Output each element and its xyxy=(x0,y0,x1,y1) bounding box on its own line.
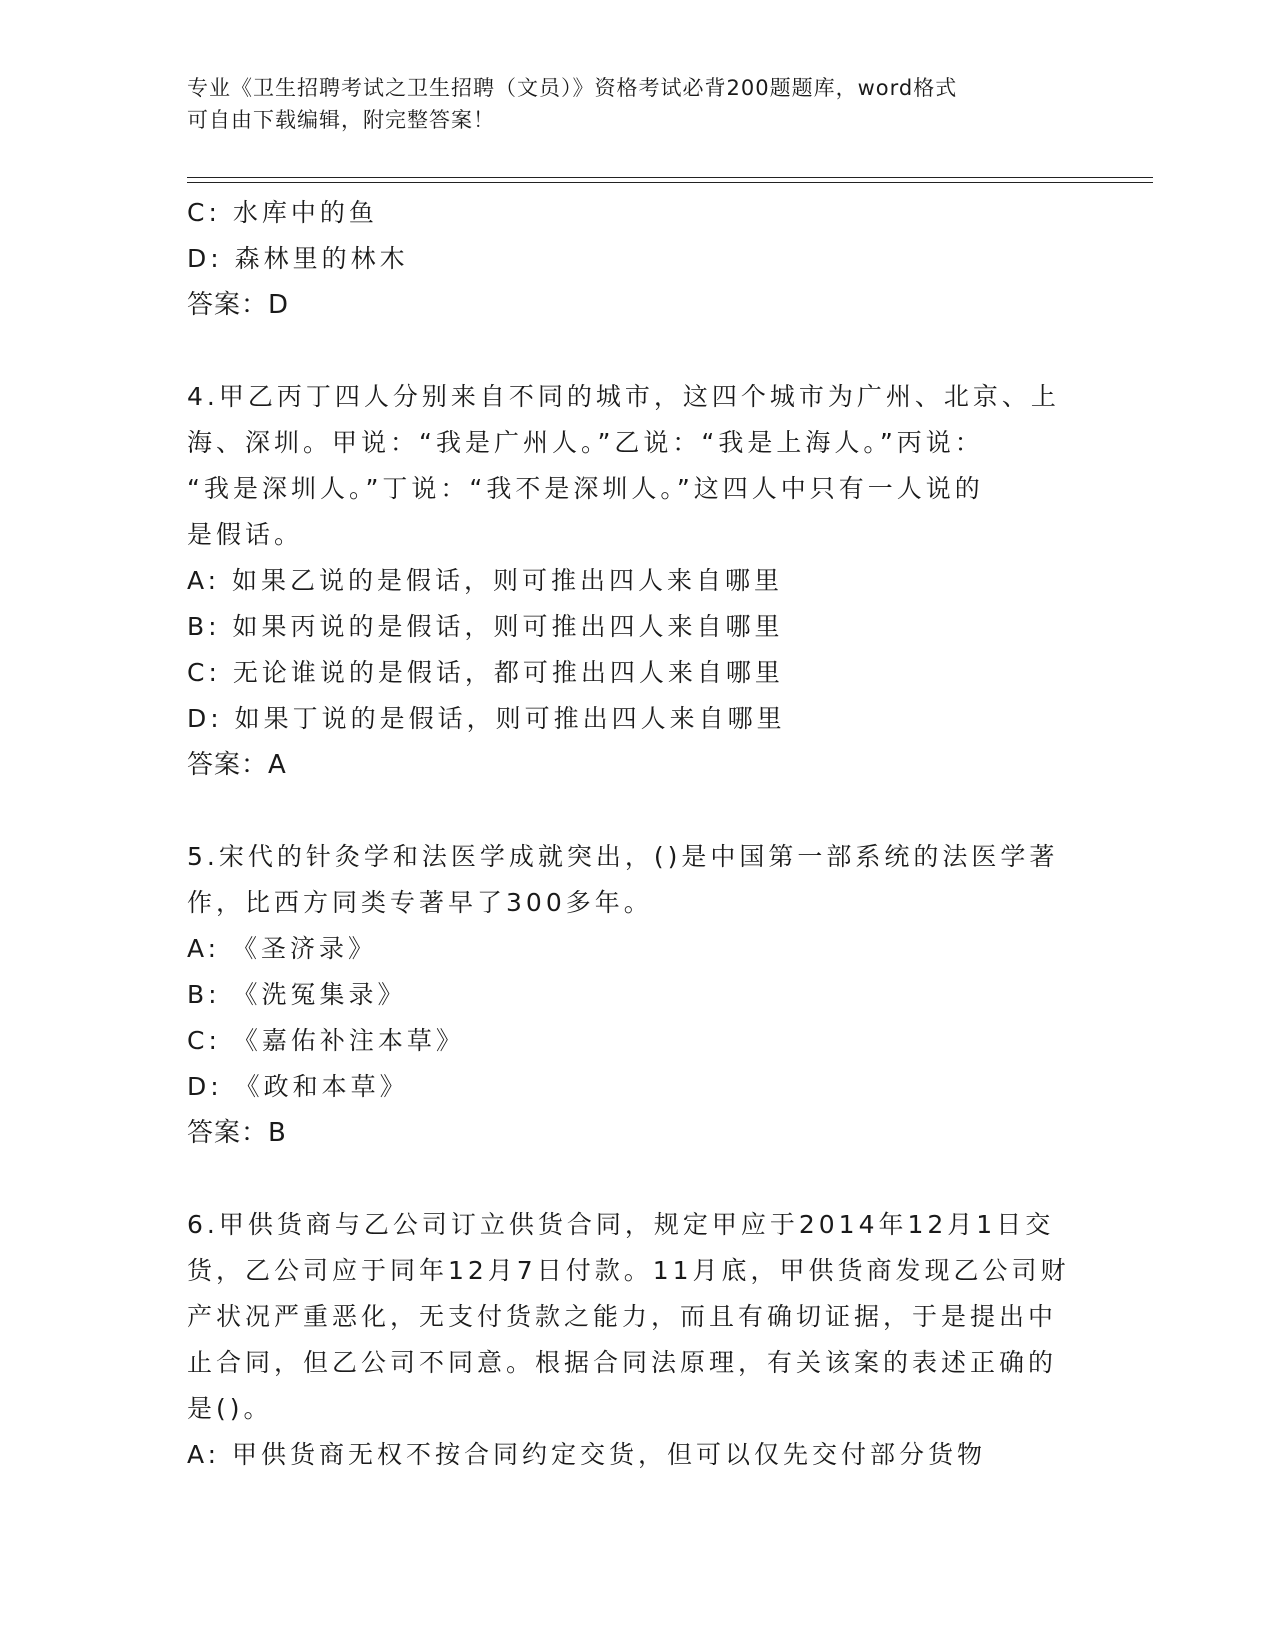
question-stem-line: 是()。 xyxy=(187,1394,273,1423)
question-stem-line: 5.宋代的针灸学和法医学成就突出，()是中国第一部系统的法医学著 xyxy=(187,842,1059,871)
option-c: C: 水库中的鱼 xyxy=(187,198,378,227)
question-stem-line: 6.甲供货商与乙公司订立供货合同，规定甲应于2014年12月1日交 xyxy=(187,1210,1055,1239)
question-5 xyxy=(187,834,1087,1156)
question-stem-line: “我是深圳人。”丁说：“我不是深圳人。”这四人中只有一人说的 xyxy=(187,474,984,503)
question-content xyxy=(187,190,1087,1478)
option-d: D: 森林里的林木 xyxy=(187,244,409,273)
question-6 xyxy=(187,1202,1087,1478)
question-stem-line: 是假话。 xyxy=(187,520,304,549)
question-stem-line: 产状况严重恶化，无支付货款之能力，而且有确切证据，于是提出中 xyxy=(187,1302,1058,1331)
page-header xyxy=(187,72,1067,136)
question-4 xyxy=(187,374,1087,788)
question-stem-line: 货，乙公司应于同年12月7日付款。11月底，甲供货商发现乙公司财 xyxy=(187,1256,1070,1285)
option-b: B: 《洗冤集录》 xyxy=(187,980,407,1009)
option-a: A: 如果乙说的是假话，则可推出四人来自哪里 xyxy=(187,566,784,595)
option-a: A: 甲供货商无权不按合同约定交货，但可以仅先交付部分货物 xyxy=(187,1440,987,1469)
option-c: C: 无论谁说的是假话，都可推出四人来自哪里 xyxy=(187,658,784,687)
option-a: A: 《圣济录》 xyxy=(187,934,378,963)
question-stem-line: 海、深圳。甲说：“我是广州人。”乙说：“我是上海人。”丙说： xyxy=(187,428,984,457)
option-d: D: 《政和本草》 xyxy=(187,1072,409,1101)
header-title-line-2: 可自由下载编辑，附完整答案！ xyxy=(187,108,495,132)
question-3 xyxy=(187,190,1087,328)
answer-line: 答案：A xyxy=(187,750,287,780)
answer-line: 答案：D xyxy=(187,290,290,320)
question-stem-line: 止合同，但乙公司不同意。根据合同法原理，有关该案的表述正确的 xyxy=(187,1348,1058,1377)
question-stem-line: 作，比西方同类专著早了300多年。 xyxy=(187,888,653,917)
option-c: C: 《嘉佑补注本草》 xyxy=(187,1026,465,1055)
answer-line: 答案：B xyxy=(187,1118,287,1148)
spacer xyxy=(187,1156,1087,1202)
header-divider-top xyxy=(187,177,1153,178)
header-title-line-1: 专业《卫生招聘考试之卫生招聘（文员）》资格考试必背200题题库，word格式 xyxy=(187,76,958,100)
spacer xyxy=(187,328,1087,374)
spacer xyxy=(187,788,1087,834)
option-b: B: 如果丙说的是假话，则可推出四人来自哪里 xyxy=(187,612,784,641)
option-d: D: 如果丁说的是假话，则可推出四人来自哪里 xyxy=(187,704,786,733)
question-stem-line: 4.甲乙丙丁四人分别来自不同的城市，这四个城市为广州、北京、上 xyxy=(187,382,1060,411)
header-divider-bottom xyxy=(187,182,1153,183)
